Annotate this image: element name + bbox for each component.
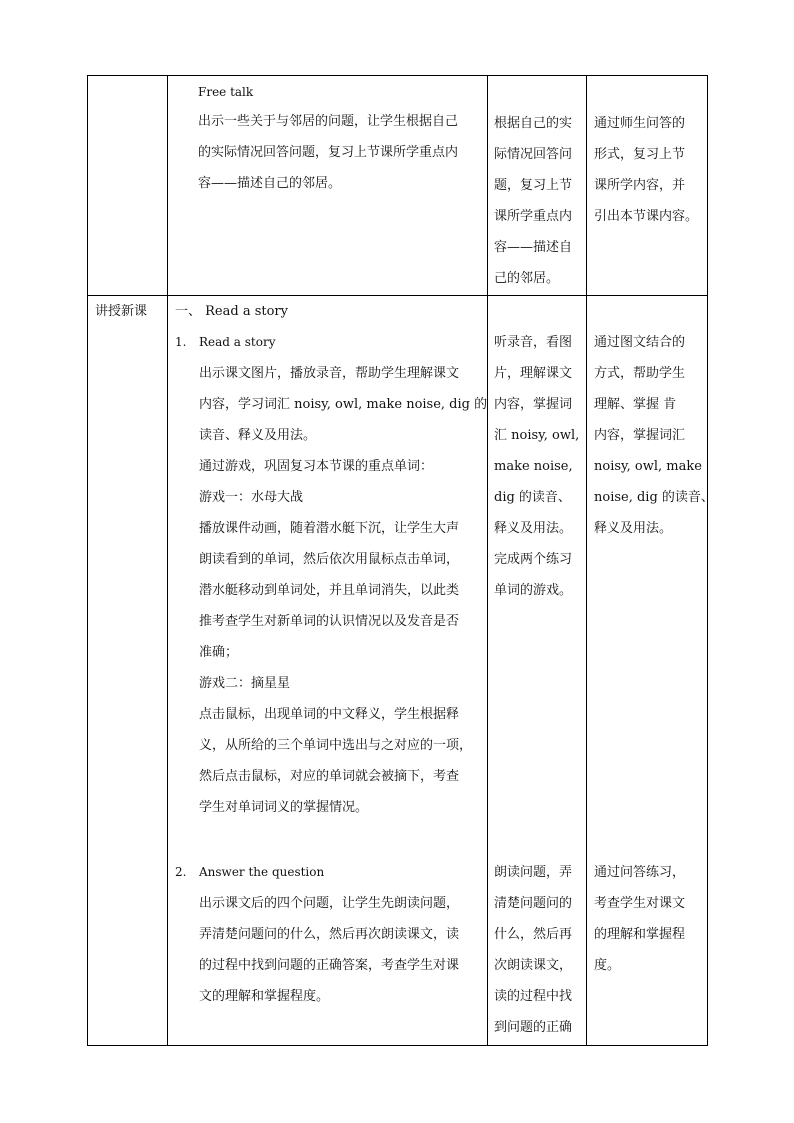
item-number: 1. <box>175 335 187 349</box>
activity-text <box>175 358 487 823</box>
text-line: 推考查学生对新单词的认识情况以及发音是否 <box>199 614 460 629</box>
student-activity-text <box>488 857 586 1043</box>
lesson-plan-table <box>87 75 714 1046</box>
text-line: 际情况回答问 <box>494 147 573 162</box>
text-line: 的实际情况回答问题，复习上节课所学重点内 <box>198 145 459 160</box>
student-activity-text <box>488 327 586 606</box>
text-line: 通过师生问答的 <box>594 116 686 131</box>
text-line: 方式，帮助学生 <box>594 366 686 381</box>
text-line: 课所学重点内 <box>494 209 573 224</box>
table-row <box>88 76 708 296</box>
text-line: 根据自己的实 <box>494 116 573 131</box>
text-line: 考查学生对课文 <box>594 896 686 911</box>
activity-text <box>175 888 487 1012</box>
text-line: 文的理解和掌握程度。 <box>199 989 330 1004</box>
item-title: Answer the question <box>199 865 325 879</box>
text-line: 理解、掌握 肯 <box>594 397 677 412</box>
text-line: 通过游戏，巩固复习本节课的重点单词： <box>199 459 434 474</box>
text-line: 内容，掌握词 <box>494 397 573 412</box>
text-line: 点击鼠标，出现单词的中文释义，学生根据释 <box>199 707 460 722</box>
text-line: 然后点击鼠标，对应的单词就会被摘下，考查 <box>199 769 460 784</box>
text-line: 义，从所给的三个单词中选出与之对应的一项， <box>199 738 473 753</box>
text-line: 的理解和掌握程 <box>594 927 686 942</box>
table-row <box>88 296 708 1046</box>
text-line: 潜水艇移动到单词处，并且单词消失，以此类 <box>199 583 460 598</box>
text-line: 出示课文图片，播放录音，帮助学生理解课文 <box>199 366 460 381</box>
text-line: 课所学内容，并 <box>594 178 686 193</box>
purpose-cell <box>587 296 714 1046</box>
activity-text <box>198 106 487 199</box>
text-line: 内容，掌握词汇 <box>594 428 686 443</box>
text-line: 出示一些关于与邻居的问题，让学生根据自己 <box>198 114 459 129</box>
text-line: noise, dig 的读音、 <box>594 490 714 505</box>
activity-heading: Free talk <box>198 85 254 99</box>
text-line: 的过程中找到问题的正确答案，考查学生对课 <box>199 958 460 973</box>
text-line: 弄清楚问题问的什么，然后再次朗读课文，读 <box>199 927 460 942</box>
item-title: Read a story <box>199 335 276 349</box>
stage-cell <box>88 76 168 296</box>
text-line: 容——描述自己的邻居。 <box>198 176 342 191</box>
text-line: 什么，然后再 <box>494 927 573 942</box>
text-line: 引出本节课内容。 <box>594 209 699 224</box>
text-line: 学生对单词词义的掌握情况。 <box>199 800 369 815</box>
stage-cell <box>88 296 168 1046</box>
text-line: 完成两个练习 <box>494 552 573 567</box>
text-line: 单词的游戏。 <box>494 583 573 598</box>
text-line: 读的过程中找 <box>494 989 573 1004</box>
student-activity-text <box>488 76 586 327</box>
text-line: 游戏二：摘星星 <box>199 676 291 691</box>
text-line: 朗读问题，弄 <box>494 865 573 880</box>
text-line: 释义及用法。 <box>594 521 673 536</box>
text-line: 汇 noisy, owl, <box>494 428 580 443</box>
text-line: 次朗读课文， <box>494 958 573 973</box>
text-line: 题，复习上节 <box>494 178 573 193</box>
text-line: 听录音，看图 <box>494 335 573 350</box>
teacher-activity-cell <box>168 296 488 1046</box>
stage-label: 讲授新课 <box>95 304 148 319</box>
text-line: 读音、释义及用法。 <box>199 428 317 443</box>
item-number: 2. <box>175 865 187 879</box>
text-line: noisy, owl, make <box>594 459 702 474</box>
student-activity-cell <box>488 76 587 296</box>
text-line: 己的邻居。 <box>494 271 560 286</box>
student-activity-cell <box>488 296 587 1046</box>
text-line: 容——描述自 <box>494 240 573 255</box>
text-line: dig 的读音、 <box>494 490 571 505</box>
text-line: 形式，复习上节 <box>594 147 686 162</box>
text-line: 内容，学习词汇 noisy, owl, make noise, dig 的 <box>199 397 488 412</box>
purpose-text <box>587 857 707 981</box>
purpose-text <box>587 76 707 327</box>
text-line: make noise, <box>494 459 573 474</box>
section-title: 一、 Read a story <box>175 304 288 319</box>
text-line: 度。 <box>594 958 621 973</box>
text-line: 出示课文后的四个问题，让学生先朗读问题， <box>199 896 460 911</box>
purpose-cell <box>587 76 708 296</box>
text-line: 通过图文结合的 <box>594 335 686 350</box>
teacher-activity-cell <box>168 76 488 296</box>
text-line: 朗读看到的单词，然后依次用鼠标点击单词， <box>199 552 460 567</box>
purpose-text <box>587 327 714 544</box>
text-line: 通过问答练习， <box>594 865 686 880</box>
text-line: 释义及用法。 <box>494 521 573 536</box>
text-line: 准确； <box>199 645 239 660</box>
text-line: 片，理解课文 <box>494 366 573 381</box>
text-line: 清楚问题问的 <box>494 896 573 911</box>
text-line: 到问题的正确 <box>494 1020 573 1035</box>
text-line: 播放课件动画，随着潜水艇下沉，让学生大声 <box>199 521 460 536</box>
text-line: 游戏一：水母大战 <box>199 490 304 505</box>
